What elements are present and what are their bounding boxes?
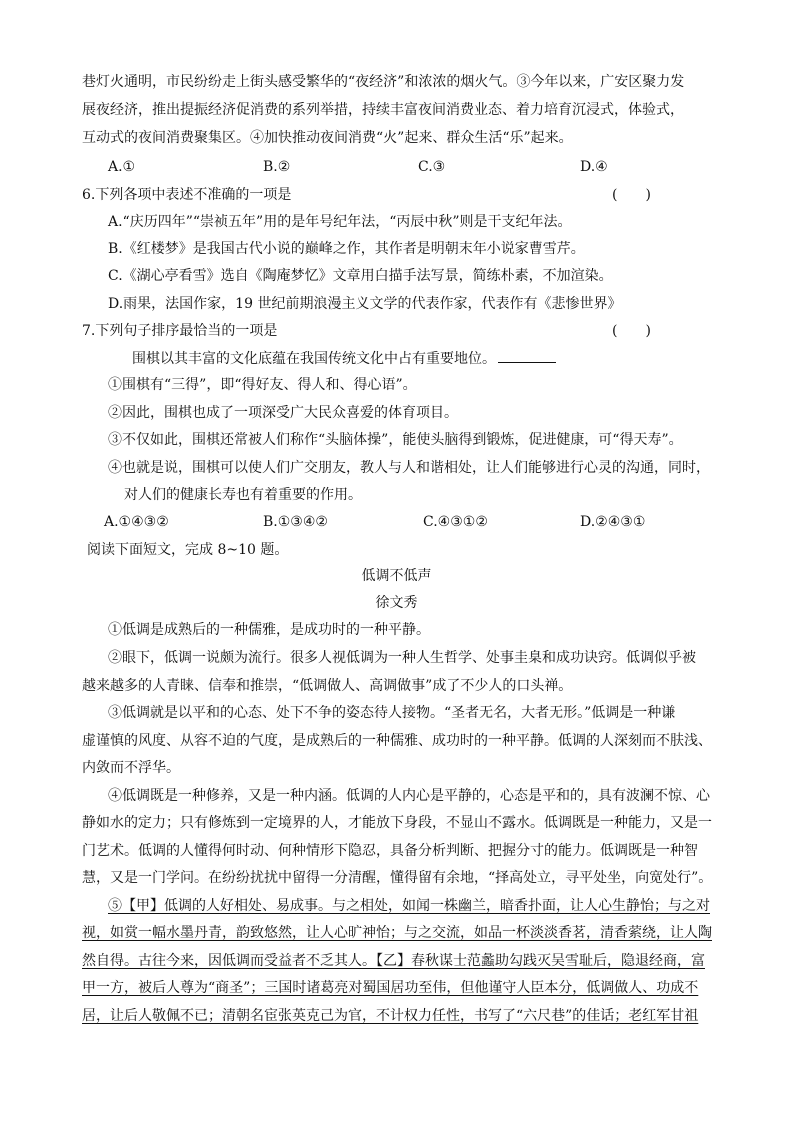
q7-sentence-4-cont: 对人们的健康长寿也有着重要的作用。 <box>124 487 362 503</box>
q7-sentence-1: ①围棋有“三得”，即“得好友、得人和、得心语”。 <box>108 377 417 393</box>
paragraph-5-line-1: ⑤【甲】低调的人好相处、易成事。与之相处，如闻一株幽兰，暗香扑面，让人心生静怡；与之对 <box>108 898 710 914</box>
paragraph-4-line-3: 门艺术。低调的人懂得何时动、何种情形下隐忍，具备分析判断、把握分寸的能力。低调既是一种智 <box>82 843 698 859</box>
q7-option-c: C.④③①② <box>423 514 488 530</box>
q6-answer-paren: ( ) <box>612 187 651 203</box>
paragraph-5-line-3: 然自得。古往今来，因低调而受益者不乏其人。【乙】春秋谋士范蠡助勾践灭吴雪耻后，隐退经商，富 <box>82 953 705 969</box>
q5-option-d: D.④ <box>580 159 608 175</box>
q6-stem: 6.下列各项中表述不准确的一项是 <box>82 187 292 203</box>
article-author: 徐文秀 <box>375 595 418 611</box>
q7-sentence-2: ②因此，围棋也成了一项深受广大民众喜爱的体育项目。 <box>108 405 458 421</box>
paragraph-3-line-2: 虚谨慎的风度、从容不迫的气度，是成熟后的一种儒雅、成功时的一种平静。低调的人深刻而不肤浅、 <box>82 733 712 749</box>
q6-option-b: B.《红楼梦》是我国古代小说的巅峰之作，其作者是明朝末年小说家曹雪芹。 <box>108 241 585 257</box>
q7-sentence-4: ④也就是说，围棋可以使人们广交朋友，教人与人和谐相处，让人们能够进行心灵的沟通，同时， <box>108 460 710 476</box>
q5-option-b: B.② <box>263 159 291 175</box>
q7-sentence-3: ③不仅如此，围棋还常被人们称作“头脑体操”，能使头脑得到锻炼，促进健康，可“得天寿”。 <box>108 432 683 448</box>
q5-passage-line-1: 巷灯火通明，市民纷纷走上街头感受繁华的“夜经济”和浓浓的烟火气。③今年以来，广安区聚力发 <box>82 74 685 90</box>
q7-answer-paren: ( ) <box>612 323 651 339</box>
paragraph-1: ①低调是成熟后的一种儒雅，是成功时的一种平静。 <box>108 622 430 638</box>
q7-option-a: A.①④③② <box>104 514 169 530</box>
q7-option-d: D.②④③① <box>580 514 646 530</box>
q5-option-c: C.③ <box>418 159 446 175</box>
paragraph-3-line-1: ③低调就是以平和的心态、处下不争的姿态待人接物。“圣者无名，大者无形。”低调是一种谦 <box>108 705 676 721</box>
paragraph-4-line-4: 慧，又是一门学问。在纷纷扰扰中留得一分清醒，懂得留有余地，“择高处立，寻平处坐，向宽处行”。 <box>82 870 713 886</box>
paragraph-3-line-3: 内敛而不浮华。 <box>82 760 180 776</box>
paragraph-2-line-2: 越来越多的人青睐、信奉和推崇，“低调做人、高调做事”成了不少人的口头禅。 <box>82 678 573 694</box>
reading-instruction: 阅读下面短文，完成 8~10 题。 <box>87 542 289 558</box>
q7-answer-blank[interactable] <box>498 348 556 363</box>
article-title: 低调不低声 <box>361 568 432 584</box>
q6-option-c: C.《湖心亭看雪》选自《陶庵梦忆》文章用白描手法写景，简练朴素，不加渲染。 <box>108 268 613 284</box>
q7-lead-sentence <box>132 348 556 369</box>
q5-passage-line-3: 互动式的夜间消费聚集区。④加快推动夜间消费“火”起来、群众生活“乐”起来。 <box>82 130 573 146</box>
q5-option-a: A.① <box>108 159 136 175</box>
paragraph-5-line-4: 甲一方，被后人尊为“商圣”；三国时诸葛亮对蜀国居功至伟，但他谨守人臣本分，低调做人、功成不 <box>82 980 699 996</box>
q7-option-b: B.①③④② <box>263 514 328 530</box>
paragraph-4-line-2: 静如水的定力；只有修炼到一定境界的人，才能放下身段，不显山不露水。低调既是一种能力，又是一 <box>82 815 712 831</box>
paragraph-5-line-2: 视，如赏一幅水墨丹青，韵致悠然，让人心旷神怡；与之交流，如品一杯淡淡香茗，清香萦绕，让人陶 <box>82 925 712 941</box>
q7-lead-text: 围棋以其丰富的文化底蕴在我国传统文化中占有重要地位。 <box>132 351 496 367</box>
q6-option-a: A.“庆历四年”“崇祯五年”用的是年号纪年法，“丙辰中秋”则是干支纪年法。 <box>108 214 572 230</box>
q5-passage-line-2: 展夜经济，推出提振经济促消费的系列举措，持续丰富夜间消费业态、着力培育沉浸式，体验式， <box>82 102 684 118</box>
paragraph-4-line-1: ④低调既是一种修养，又是一种内涵。低调的人内心是平静的，心态是平和的，具有波澜不惊、心 <box>108 788 710 804</box>
paragraph-5-line-5: 居，让后人敬佩不已；清朝名宦张英克己为官，不计权力任性，书写了“六尺巷”的佳话；老红军甘祖 <box>82 1008 699 1024</box>
paragraph-2-line-1: ②眼下，低调一说颇为流行。很多人视低调为一种人生哲学、处事圭臬和成功诀窍。低调似乎被 <box>108 650 696 666</box>
q7-stem: 7.下列句子排序最恰当的一项是 <box>82 323 278 339</box>
q6-option-d: D.雨果，法国作家，19 世纪前期浪漫主义文学的代表作家，代表作有《悲惨世界》 <box>108 296 622 312</box>
